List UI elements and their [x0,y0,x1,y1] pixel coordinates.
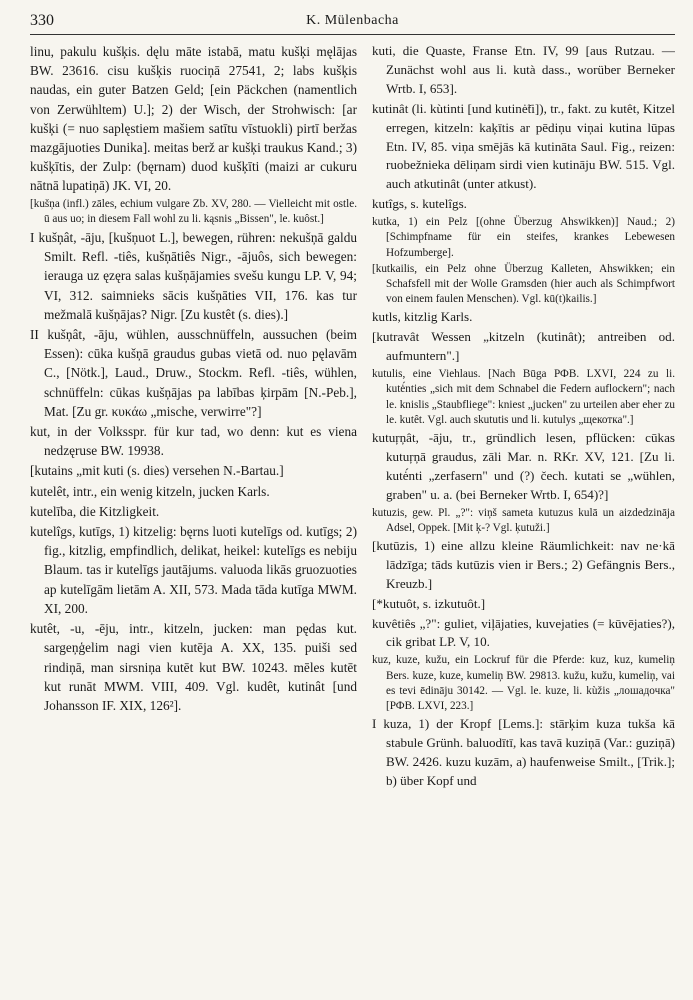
dictionary-entry: kuz, kuze, kužu, ein Lockruf für die Pferde: kuz, kuz, kumeliņ Bers. kuze, kuze, kumeliņ BW. 29813. kužu, kužu, kumeliņ, vai es tevi ēdināju 30142. — Vgl. le. kuze, li. kùžis „лошадочка" [РФВ. LXVI, 223.] [372,654,675,712]
dictionary-entry: kutîgs, s. kutelîgs. [372,196,467,212]
page-number: 330 [30,12,54,29]
running-title: K. Mülenbacha [306,13,399,28]
right-column [372,42,675,992]
dictionary-entry: kutulis, eine Viehlaus. [Nach Būga РФВ. LXVI, 224 zu li. kutė́nties „sich mit dem Schnabel die Federn auflockern"; nach le. knislis „Staubfliege": kniest „jucken" zu urteilen aber eher zu le. kutêt. Vgl. auch skututis und li. kutulys „щекотка".] [372,368,675,426]
dictionary-entry: I kuza, 1) der Kropf [Lems.]: stārķim kuza tukša kā stabule Grünh. baluodītī, kas tavā kuziņā (Var.: guziņā) BW. 2426. kuzu kuzām, a) haufenweise Smilt., [Trik.]; b) über Kopf und [372,716,675,788]
dictionary-entry: kutêt, -u, -ēju, intr., kitzeln, jucken: man pędas kut. sargeņģelim nagi vien kutēja A. XX, 135. puiši sed rindiņā, man sirsniņa kutēt kut BW. 10243. mēles kutēt kut runāt MWM. VIII, 409. Vgl. kudêt, kutinât [und Johansson IF. XIX, 126²]. [30,621,357,713]
dictionary-entry: kut, in der Volksspr. für kur tad, wo denn: kut es viena nedzęruse BW. 19938. [30,424,357,459]
dictionary-entry: kutuŗņât, -āju, tr., gründlich lesen, pflücken: cūkas kutuŗņā graudus, zāli Mar. n. RKr. XV, 121. [Zu li. kutė́nti „zerfasern" und (?) čech. kutati se „wühlen, graben" u. a. (bei Berneker Wrtb. I, 654)?] [372,429,675,502]
dictionary-entry: [kutravât Wessen „kitzeln (kutinât); antreiben od. aufmuntern".] [372,329,675,364]
dictionary-entry: kutls, kitzlig Karls. [372,309,473,325]
dictionary-entry: kutka, 1) ein Pelz [(ohne Überzug Ahswikken)] Naud.; 2) [Schimpfname für ein steifes, krankes Lebewesen Hofzumberge]. [372,216,675,259]
dictionary-entry: kutelība, die Kitzligkeit. [30,503,160,519]
dictionary-entry: kuti, die Quaste, Franse Etn. IV, 99 [aus Rutzau. — Zunächst wohl aus li. kutà dass., worüber Berneker Wrtb. I, 653]. [372,43,675,96]
dictionary-entry: I kušņât, -āju, [kušņuot L.], bewegen, rühren: nekušņā galdu Smilt. Refl. -tiês, kušņātiês Nigr., -ājuôs, sich bewegen: ierauga uz ęzęra salas kušņājamies svešu kungu LP. V, 94; VI, 312. saimnieks sācis kušņāties VII, 176. kas tur mežmalā kušņājas? Nigr. [Zu kustêt (s. dies).] [30,230,357,322]
dictionary-entry: linu, pakulu kušķis. dęlu māte istabā, matu kušķi męlājas BW. 23616. cisu kušķis ruociņā 27541, 2; labs kušķis naudas, ein guter Batzen Geld; [ein Päckchen (namentlich von Zerwühltem) U.]; 2) der Wisch, der Strohwisch: [ar kušķi (= nuo saplęstiem mašiem satītu vīstuokli) pirtī beržas mazgājuoties Dunika]. meitas berž ar kušķi traukus Kand.; 3) kušķītis, der Zulp: (bęrnam) duod kušķīti (maizi ar cukuru nātnā lupatiņā) JK. VI, 20. [30,44,357,194]
dictionary-entry: [kutūzis, 1) eine allzu kleine Räumlichkeit: nav ne·kā lādzīga; tāds kutūzis vien ir Bers.; 2) Gefängnis Bers., Kreuzb.] [372,537,675,591]
dictionary-entry: II kušņât, -āju, wühlen, ausschnüffeln, aussuchen (beim Essen): cūka kušņā graudus gubas vietā od. nuo pęlavām C., [Nötk.], Laud., Druw., Stockm. Refl. -tiês, wühlen, schnüffeln: cūkas kušņājas pa labības ķirpām [N.-Peb.], Mat. [Zu gr. κυκάω „mische, verwirre"?] [30,327,357,419]
dictionary-entry: [kutains „mit kuti (s. dies) versehen N.-Bartau.] [30,463,284,479]
page-header [30,10,675,35]
dictionary-entry: [*kutuôt, s. izkutuôt.] [372,595,486,611]
dictionary-entry: kutinât (li. kùtinti [und kutinė̃ti]), tr., fakt. zu kutêt, Kitzel erregen, kitzeln: kaķītis ar pēdiņu viņai kutina lūpas Etn. IV, 85. viņa smējās kā kutināta Saul. Fig., reizen: ruobežnieka dēliņam sirdi vien kutināju BW. 515. Vgl. auch atkutinât (unter atkust). [372,100,675,192]
dictionary-entry: kutuzis, gew. Pl. „?": viņš sameta kutuzus kulā un aizdedzināja Adsel, Oppek. [Mit ķ-? Vgl. ķutuži.] [372,506,675,534]
dictionary-entry: kutelêt, intr., ein wenig kitzeln, jucken Karls. [30,483,270,499]
left-column [30,42,357,992]
dictionary-entry: kutelîgs, kutīgs, 1) kitzelig: bęrns luoti kutelīgs od. kutīgs; 2) fig., kitzlig, empfindlich, delikat, heikel: kutelīgs es nebiju Blaum. tas ir kutelīgs jautājums. valuoda likās gruozuoties ap kutelīgām lietām A. XII, 573. Mada tāda kutīga MWM. XI, 200. [30,524,357,616]
dictionary-entry: [kutkailis, ein Pelz ohne Überzug Kalleten, Ahswikken; ein Schafsfell mit der Wolle Gramsden (hier auch als Schimpfwort von einem faulen Menschen). Vgl. kū(t)kailis.] [372,262,675,306]
dictionary-entry: [kušņa (infl.) zāles, echium vulgare Zb. XV, 280. — Vielleicht mit ostle. ū aus uo; in diesem Fall wohl zu li. kąsnis „Bissen", le. kuôst.] [30,197,357,225]
dictionary-entry: kuvêtiês „?": guliet, viļājaties, kuvejaties (= kūvējaties?), cik gribat LP. V, 10. [372,615,675,650]
